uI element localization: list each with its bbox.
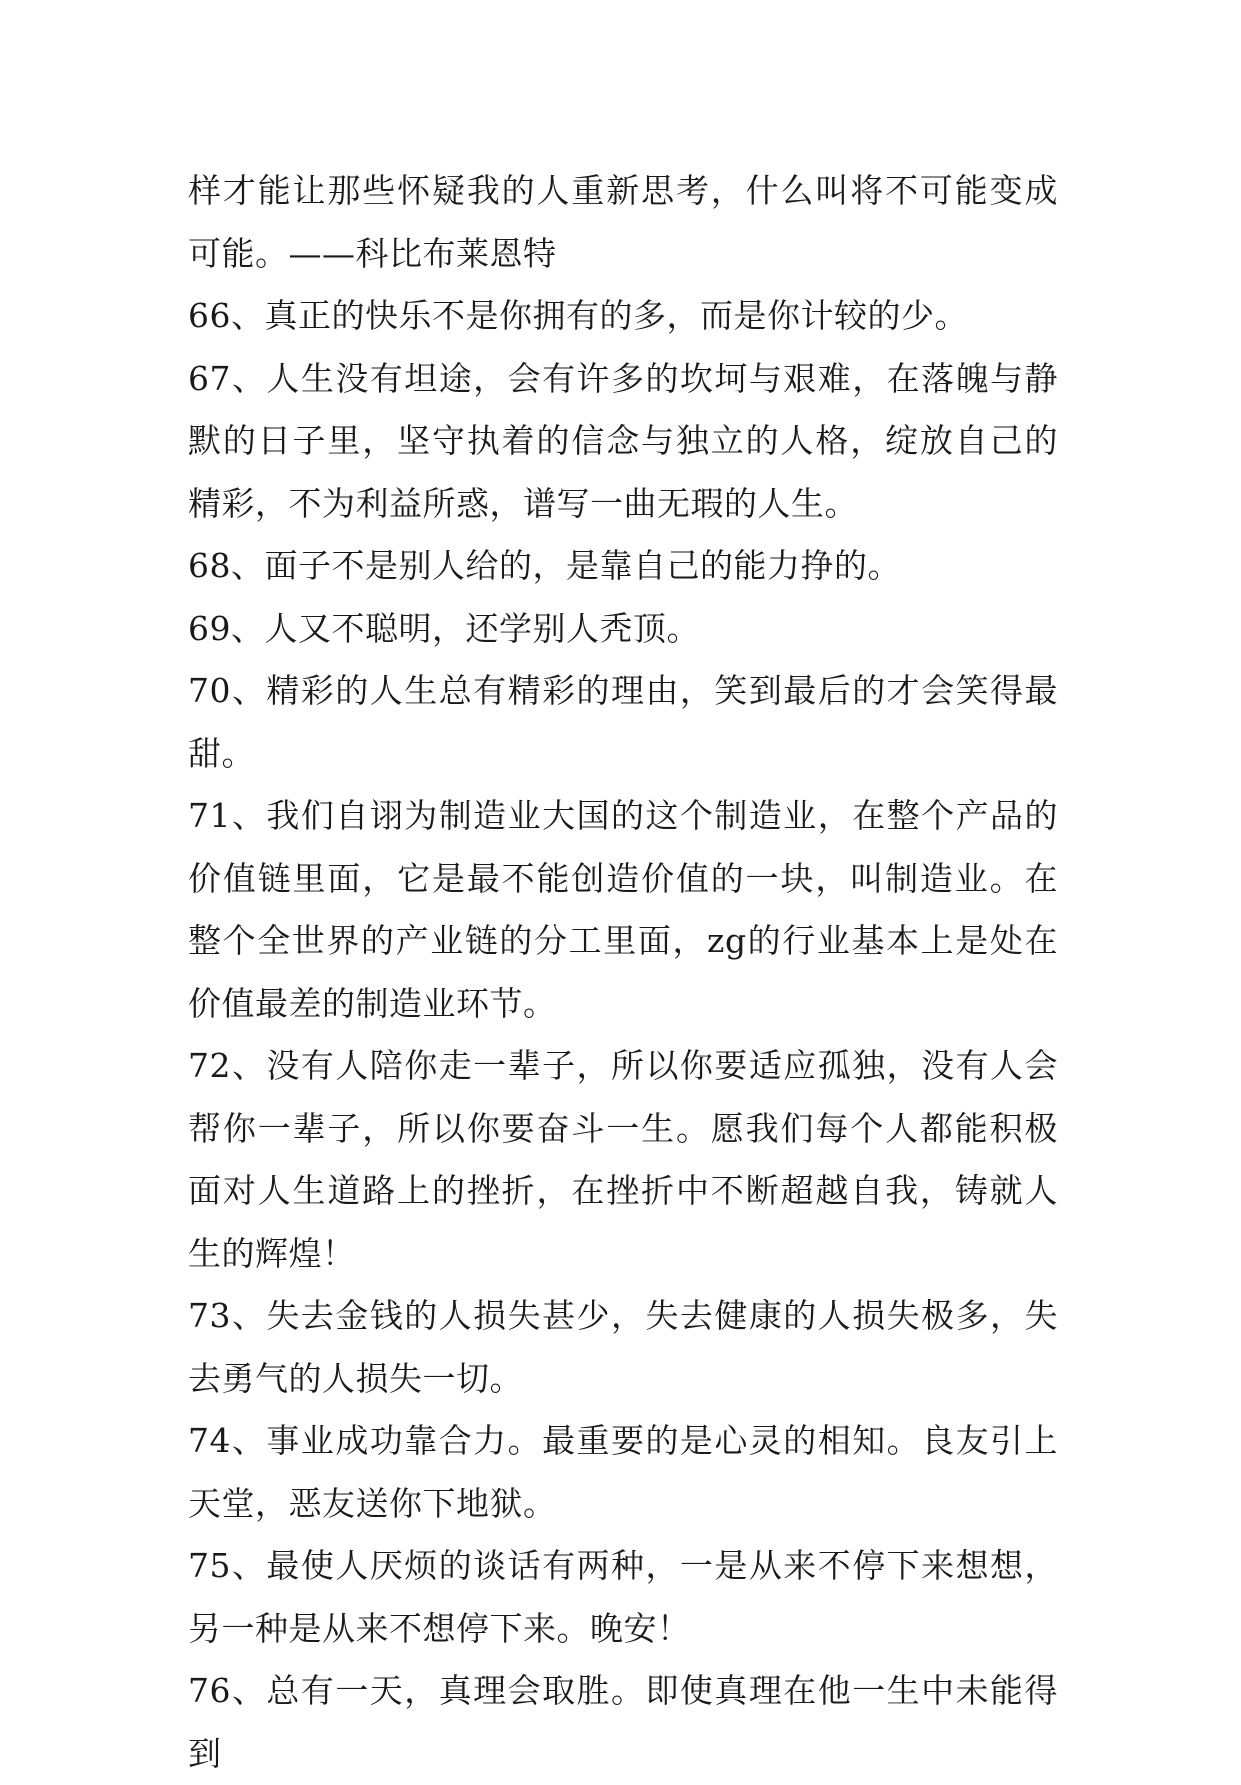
paragraph-67: 67、人生没有坦途，会有许多的坎坷与艰难，在落魄与静默的日子里，坚守执着的信念与独立的人格，绽放自己的精彩，不为利益所惑，谱写一曲无瑕的人生。 [188,358,1058,523]
paragraph-74: 74、事业成功靠合力。最重要的是心灵的相知。良友引上天堂，恶友送你下地狱。 [188,1421,1058,1523]
paragraph-66: 66、真正的快乐不是你拥有的多，而是你计较的少。 [188,296,968,335]
paragraph-65-continuation: 样才能让那些怀疑我的人重新思考，什么叫将不可能变成可能。——科比布莱恩特 [188,171,1058,273]
paragraph-72: 72、没有人陪你走一辈子，所以你要适应孤独，没有人会帮你一辈子，所以你要奋斗一生。愿我们每个人都能积极面对人生道路上的挫折，在挫折中不断超越自我，铸就人生的辉煌！ [188,1046,1058,1273]
paragraph-70: 70、精彩的人生总有精彩的理由，笑到最后的才会笑得最甜。 [188,671,1058,773]
paragraph-68: 68、面子不是别人给的，是靠自己的能力挣的。 [188,546,901,585]
paragraph-73: 73、失去金钱的人损失甚少，失去健康的人损失极多，失去勇气的人损失一切。 [188,1296,1058,1398]
paragraph-76: 76、总有一天，真理会取胜。即使真理在他一生中未能得到 [188,1671,1058,1773]
paragraph-75: 75、最使人厌烦的谈话有两种，一是从来不停下来想想，另一种是从来不想停下来。晚安！ [188,1546,1058,1648]
paragraph-69: 69、人又不聪明，还学别人秃顶。 [188,608,700,648]
paragraph-71: 71、我们自诩为制造业大国的这个制造业，在整个产品的价值链里面，它是最不能创造价值的一块，叫制造业。在整个全世界的产业链的分工里面，zg的行业基本上是处在价值最差的制造业环节。 [188,796,1058,1023]
document-body [188,160,1058,1785]
